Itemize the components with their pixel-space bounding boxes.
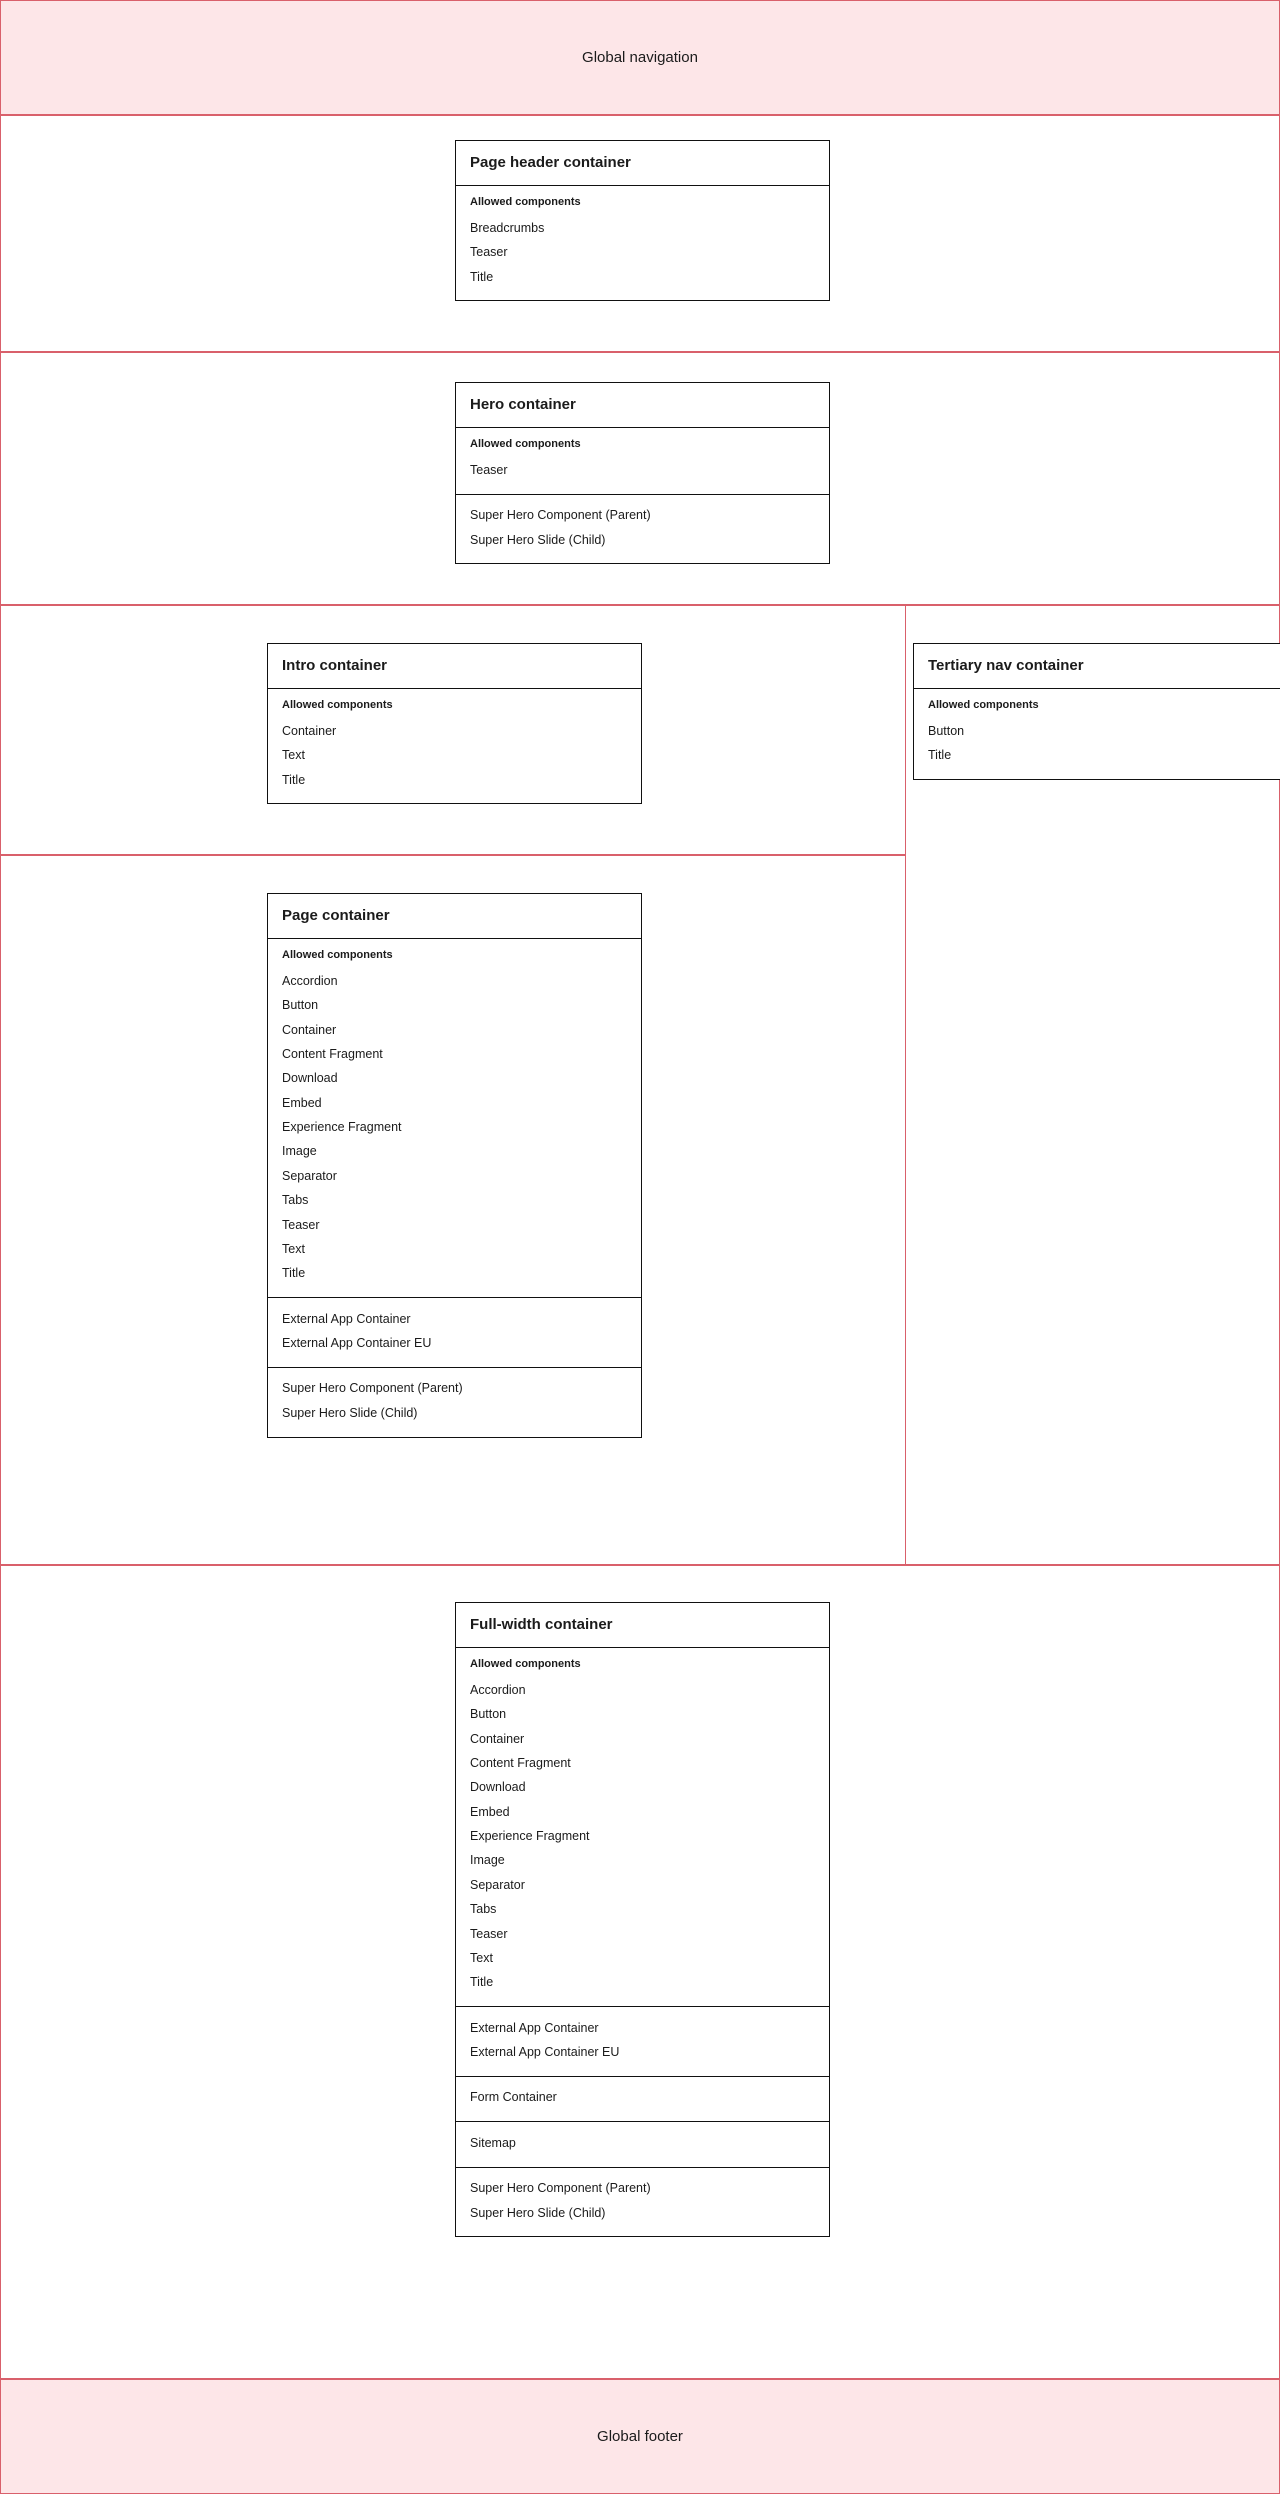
- list-item: Title: [928, 748, 952, 763]
- list-item: Image: [282, 1144, 317, 1159]
- allowed-components-label: Allowed components: [928, 699, 1039, 711]
- allowed-components-label: Allowed components: [282, 699, 393, 711]
- list-item: Teaser: [470, 1926, 508, 1941]
- list-item: Super Hero Component (Parent): [470, 508, 651, 523]
- allowed-components-section: [268, 939, 641, 1298]
- global-footer-band: [0, 2379, 1280, 2494]
- list-item: Form Container: [470, 2090, 557, 2105]
- list-item: Tabs: [470, 1902, 497, 1917]
- sitemap-group-section: [456, 2122, 829, 2167]
- list-item: Content Fragment: [470, 1755, 571, 1770]
- list-item: Content Fragment: [282, 1046, 383, 1061]
- list-item: Title: [282, 1266, 306, 1281]
- list-item: Container: [282, 1022, 337, 1037]
- list-item: Title: [470, 1975, 494, 1990]
- list-item: Sitemap: [470, 2135, 516, 2150]
- list-item: Container: [470, 1731, 525, 1746]
- card-title: Intro container: [268, 644, 641, 689]
- list-item: External App Container EU: [282, 1336, 432, 1351]
- external-app-group-section: [456, 2007, 829, 2077]
- external-app-group-section: [268, 1298, 641, 1368]
- super-hero-group-section: [268, 1368, 641, 1437]
- list-item: Text: [470, 1950, 493, 1965]
- super-hero-group-section: [456, 495, 829, 564]
- list-item: Button: [282, 998, 319, 1013]
- list-item: Super Hero Slide (Child): [282, 1405, 418, 1420]
- list-item: External App Container: [470, 2020, 599, 2035]
- list-item: Teaser: [470, 245, 508, 260]
- card-title: Page header container: [456, 141, 829, 186]
- list-item: Accordion: [470, 1682, 526, 1697]
- super-hero-group-section: [456, 2168, 829, 2237]
- list-item: Super Hero Slide (Child): [470, 2205, 606, 2220]
- allowed-components-label: Allowed components: [470, 196, 581, 208]
- intro-container-card: [267, 643, 642, 804]
- card-title: Page container: [268, 894, 641, 939]
- allowed-components-section: [456, 428, 829, 495]
- list-item: Tabs: [282, 1193, 309, 1208]
- list-item: Image: [470, 1853, 505, 1868]
- allowed-components-section: [268, 689, 641, 803]
- list-item: Super Hero Component (Parent): [282, 1381, 463, 1396]
- list-item: Super Hero Component (Parent): [470, 2181, 651, 2196]
- global-navigation-label: Global navigation: [582, 49, 698, 66]
- list-item: Teaser: [470, 462, 508, 477]
- list-item: Download: [282, 1071, 338, 1086]
- card-title: Hero container: [456, 383, 829, 428]
- list-item: Separator: [470, 1877, 525, 1892]
- list-item: External App Container EU: [470, 2045, 620, 2060]
- allowed-components-label: Allowed components: [470, 1658, 581, 1670]
- list-item: Button: [928, 723, 965, 738]
- list-item: Breadcrumbs: [470, 220, 545, 235]
- global-navigation-band: [0, 0, 1280, 115]
- full-width-container-card: [455, 1602, 830, 2237]
- allowed-components-section: [914, 689, 1280, 779]
- list-item: Embed: [282, 1095, 322, 1110]
- allowed-components-section: [456, 186, 829, 300]
- list-item: External App Container: [282, 1311, 411, 1326]
- card-title: Tertiary nav container: [914, 644, 1280, 689]
- list-item: Title: [470, 269, 494, 284]
- list-item: Accordion: [282, 973, 338, 988]
- list-item: Embed: [470, 1804, 510, 1819]
- page-header-container-card: [455, 140, 830, 301]
- card-title: Full-width container: [456, 1603, 829, 1648]
- allowed-components-label: Allowed components: [470, 438, 581, 450]
- list-item: Text: [282, 1241, 305, 1256]
- page-container-card: [267, 893, 642, 1438]
- allowed-components-section: [456, 1648, 829, 2007]
- tertiary-nav-container-card: [913, 643, 1280, 780]
- list-item: Title: [282, 772, 306, 787]
- form-group-section: [456, 2077, 829, 2122]
- list-item: Text: [282, 748, 305, 763]
- list-item: Experience Fragment: [282, 1120, 402, 1135]
- allowed-components-label: Allowed components: [282, 949, 393, 961]
- hero-container-card: [455, 382, 830, 564]
- global-footer-label: Global footer: [597, 2428, 683, 2445]
- list-item: Container: [282, 723, 337, 738]
- list-item: Super Hero Slide (Child): [470, 532, 606, 547]
- list-item: Experience Fragment: [470, 1829, 590, 1844]
- list-item: Download: [470, 1780, 526, 1795]
- list-item: Separator: [282, 1168, 337, 1183]
- list-item: Button: [470, 1707, 507, 1722]
- list-item: Teaser: [282, 1217, 320, 1232]
